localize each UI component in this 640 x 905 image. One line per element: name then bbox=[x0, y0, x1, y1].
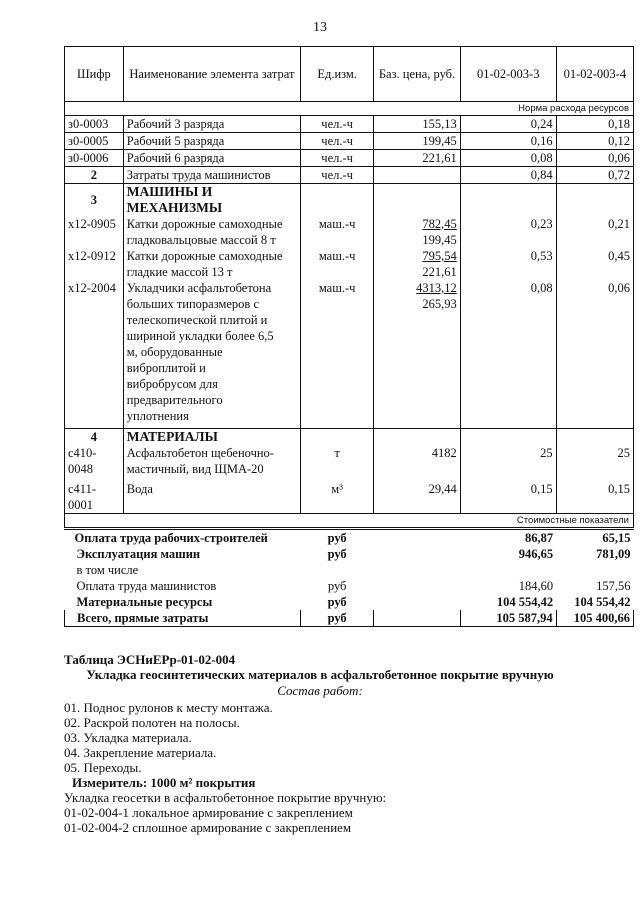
work-step: 05. Переходы. bbox=[64, 760, 142, 775]
summary-v2: 104 554,42 bbox=[574, 595, 631, 609]
variant-item: 01-02-004-1 локальное армирование с закреплением bbox=[64, 805, 353, 820]
summary-unit: руб bbox=[301, 529, 374, 547]
summary-v2: 157,56 bbox=[596, 579, 631, 593]
row-v2: 0,12 bbox=[556, 133, 633, 150]
row-unit: чел.-ч bbox=[301, 150, 374, 167]
table-row bbox=[65, 133, 634, 150]
row-code: с410-0048 bbox=[65, 445, 124, 477]
row-name: Затраты труда машинистов bbox=[123, 167, 300, 184]
summary-unit: руб bbox=[327, 595, 347, 609]
table-row bbox=[65, 216, 634, 248]
row-price: 4313,12 bbox=[416, 281, 457, 295]
header-price: Баз. цена, руб. bbox=[374, 47, 461, 102]
header-name: Наименование элемента затрат bbox=[123, 47, 300, 102]
row-unit: чел.-ч bbox=[301, 116, 374, 133]
row-v1: 0,53 bbox=[460, 248, 556, 280]
resource-norms-table bbox=[64, 46, 634, 627]
materials-section-header bbox=[65, 429, 634, 446]
next-table-title: Укладка геосинтетических материалов в асфальтобетонное покрытие вручную bbox=[86, 667, 554, 682]
row-v1: 0,15 bbox=[460, 477, 556, 514]
variant-item: 01-02-004-2 сплошное армирование с закреплением bbox=[64, 820, 352, 835]
row-name-line: гладковальцовые массой 8 т bbox=[126, 233, 276, 247]
row-price-operator: 199,45 bbox=[422, 233, 457, 247]
row-v1: 0,84 bbox=[460, 167, 556, 184]
row-price: 795,54 bbox=[422, 249, 457, 263]
section-title: МАШИНЫ И bbox=[126, 184, 213, 199]
summary-v1: 184,60 bbox=[518, 579, 554, 593]
row-v2: 25 bbox=[556, 445, 633, 477]
header-code: Шифр bbox=[65, 47, 124, 102]
row-name-line: телескопической плитой и bbox=[126, 313, 268, 327]
row-name-line: больших типоразмеров с bbox=[126, 297, 260, 311]
header-col1: 01-02-003-3 bbox=[460, 47, 556, 102]
row-name: Рабочий 5 разряда bbox=[123, 133, 300, 150]
summary-v1: 946,65 bbox=[518, 547, 554, 561]
summary-label: Оплата труда машинистов bbox=[76, 579, 217, 593]
table-row bbox=[65, 150, 634, 167]
row-code: с411-0001 bbox=[65, 477, 124, 514]
summary-label: Оплата труда рабочих-строителей bbox=[65, 529, 301, 547]
section-number: 4 bbox=[65, 429, 124, 446]
row-price-operator: 221,61 bbox=[422, 265, 457, 279]
summary-row bbox=[65, 610, 634, 627]
row-name: Рабочий 6 разряда bbox=[123, 150, 300, 167]
summary-unit: руб bbox=[301, 610, 374, 627]
work-step: 02. Раскрой полотен на полосы. bbox=[64, 715, 240, 730]
row-price: 199,45 bbox=[374, 133, 461, 150]
row-name-line: Катки дорожные самоходные bbox=[126, 249, 283, 263]
row-v2: 0,18 bbox=[556, 116, 633, 133]
table-row bbox=[65, 116, 634, 133]
work-steps-list bbox=[64, 700, 640, 835]
row-name-line: Асфальтобетон щебеночно- bbox=[126, 446, 274, 460]
row-name-line: Вода bbox=[123, 477, 300, 514]
row-price: 29,44 bbox=[374, 477, 461, 514]
header-col2: 01-02-003-4 bbox=[556, 47, 633, 102]
row-name-line: Катки дорожные самоходные bbox=[126, 217, 283, 231]
band-costs: Стоимостные показатели bbox=[65, 514, 634, 529]
row-price-operator: 265,93 bbox=[422, 297, 457, 311]
row-unit: маш.-ч bbox=[301, 216, 374, 248]
summary-v2: 105 400,66 bbox=[556, 610, 633, 627]
table-row bbox=[65, 248, 634, 280]
row-price: 221,61 bbox=[374, 150, 461, 167]
work-step: 04. Закрепление материала. bbox=[64, 745, 217, 760]
row-v2: 0,21 bbox=[556, 216, 633, 248]
row-v2: 0,06 bbox=[556, 150, 633, 167]
summary-label: в том числе bbox=[76, 563, 139, 577]
summary-v2: 65,15 bbox=[556, 529, 633, 547]
band-costs-row bbox=[65, 514, 634, 529]
row-unit: маш.-ч bbox=[301, 248, 374, 280]
row-unit: т bbox=[301, 445, 374, 477]
row-price: 4182 bbox=[374, 445, 461, 477]
row-code: з0-0006 bbox=[65, 150, 124, 167]
section-title: МЕХАНИЗМЫ bbox=[126, 200, 223, 215]
row-name-line: м, оборудованные bbox=[126, 345, 223, 359]
table-row bbox=[65, 280, 634, 429]
row-code: 2 bbox=[65, 167, 124, 184]
table-header-row bbox=[65, 47, 634, 102]
row-code: х12-0905 bbox=[65, 216, 124, 248]
row-code: з0-0003 bbox=[65, 116, 124, 133]
row-v1: 0,16 bbox=[460, 133, 556, 150]
summary-row bbox=[65, 546, 634, 562]
row-name-line: шириной укладки более 6,5 bbox=[126, 329, 274, 343]
row-v1: 0,24 bbox=[460, 116, 556, 133]
summary-row bbox=[65, 529, 634, 547]
work-step: 01. Поднос рулонов к месту монтажа. bbox=[64, 700, 273, 715]
row-unit: маш.-ч bbox=[301, 280, 374, 429]
row-v1: 0,23 bbox=[460, 216, 556, 248]
summary-v1: 86,87 bbox=[460, 529, 556, 547]
row-code: х12-2004 bbox=[65, 280, 124, 429]
row-price: 782,45 bbox=[422, 217, 457, 231]
machines-section-header bbox=[65, 184, 634, 217]
work-description: Укладка геосетки в асфальтобетонное покрытие вручную: bbox=[64, 790, 387, 805]
summary-row bbox=[65, 594, 634, 610]
row-name-line: гладкие массой 13 т bbox=[126, 265, 233, 279]
row-v2: 0,15 bbox=[556, 477, 633, 514]
summary-label: Всего, прямые затраты bbox=[65, 610, 301, 627]
row-name-line: виброплитой и bbox=[126, 361, 206, 375]
row-name: Рабочий 3 разряда bbox=[123, 116, 300, 133]
row-name-line: Укладчики асфальтобетона bbox=[126, 281, 272, 295]
summary-v2: 781,09 bbox=[596, 547, 631, 561]
row-name-line: вибробрусом для bbox=[126, 377, 218, 391]
operator-labor-row bbox=[65, 167, 634, 184]
band-norms-row bbox=[65, 102, 634, 116]
summary-row bbox=[65, 578, 634, 594]
row-price: 155,13 bbox=[374, 116, 461, 133]
summary-unit: руб bbox=[327, 579, 347, 593]
row-name-line: уплотнения bbox=[126, 409, 189, 423]
measure-unit: Измеритель: 1000 м² покрытия bbox=[72, 775, 256, 790]
row-unit: чел.-ч bbox=[301, 167, 374, 184]
header-unit: Ед.изм. bbox=[301, 47, 374, 102]
row-unit: м³ bbox=[301, 477, 374, 514]
summary-row bbox=[65, 562, 634, 578]
summary-v1: 104 554,42 bbox=[496, 595, 554, 609]
row-v2: 0,45 bbox=[556, 248, 633, 280]
row-v2: 0,72 bbox=[556, 167, 633, 184]
row-unit: чел.-ч bbox=[301, 133, 374, 150]
next-table-code: Таблица ЭСНиЕРр-01-02-004 bbox=[64, 652, 236, 667]
summary-label: Эксплуатация машин bbox=[76, 547, 201, 561]
work-step: 03. Укладка материала. bbox=[64, 730, 192, 745]
page-number: 13 bbox=[313, 20, 327, 35]
row-name-line: предварительного bbox=[126, 393, 223, 407]
section-number: 3 bbox=[65, 184, 124, 217]
row-v2: 0,06 bbox=[556, 280, 633, 429]
table-row bbox=[65, 445, 634, 477]
summary-v1: 105 587,94 bbox=[460, 610, 556, 627]
band-norms: Норма расхода ресурсов bbox=[65, 102, 634, 116]
row-code: з0-0005 bbox=[65, 133, 124, 150]
row-code: х12-0912 bbox=[65, 248, 124, 280]
row-name-line: мастичный, вид ЩМА-20 bbox=[126, 462, 264, 476]
table-row bbox=[65, 477, 634, 514]
next-table-subtitle: Состав работ: bbox=[277, 683, 363, 698]
summary-label: Материальные ресурсы bbox=[76, 595, 213, 609]
row-v1: 0,08 bbox=[460, 150, 556, 167]
summary-unit: руб bbox=[327, 547, 347, 561]
row-v1: 0,08 bbox=[460, 280, 556, 429]
row-v1: 25 bbox=[460, 445, 556, 477]
section-title: МАТЕРИАЛЫ bbox=[123, 429, 300, 446]
